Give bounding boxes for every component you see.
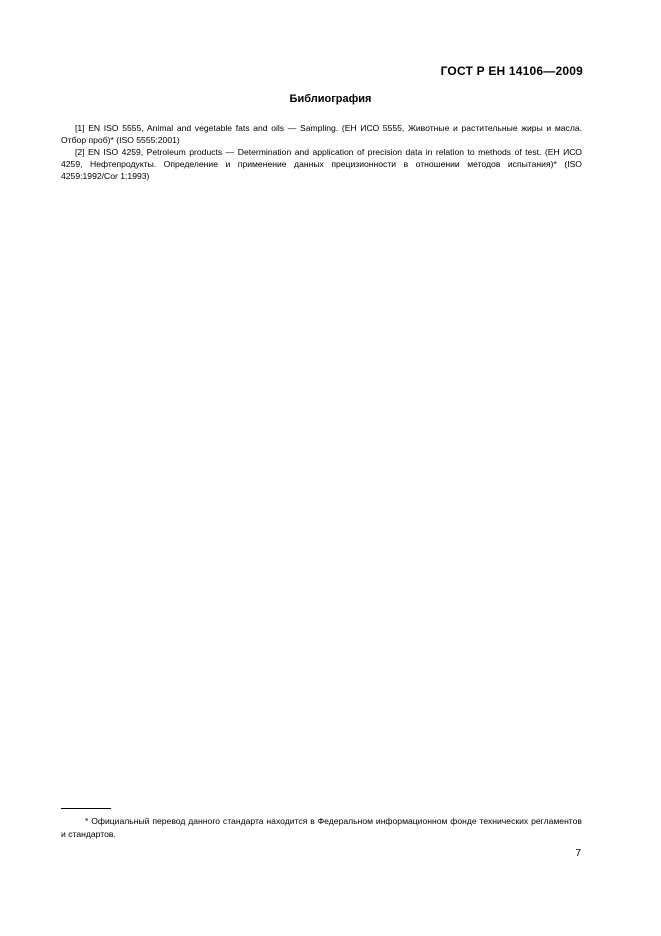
bibliography-entry-2: [2] EN ISO 4259, Petroleum products — Determination and application of precision data in relation to methods of test. (ЕН ИСО 4259, Нефтепродукты. Определение и применение данных прецизионности в отношении методов испытания)* (ISO 4259:1992/Cor 1:1993) [61, 147, 582, 181]
footnote-separator [61, 808, 111, 809]
bibliography-entry-1: [1] EN ISO 5555, Animal and vegetable fats and oils — Sampling. (ЕН ИСО 5555, Животные и растительные жиры и масла. Отбор проб)* (ISO 5555:2001) [61, 123, 582, 145]
bibliography-list [61, 122, 582, 182]
footnote [61, 815, 582, 841]
document-code: ГОСТ Р ЕН 14106—2009 [440, 64, 583, 78]
page-number: 7 [575, 848, 581, 859]
bibliography-title: Библиография [289, 93, 372, 105]
footnote-text: * Официальный перевод данного стандарта находится в Федеральном информационном фонде технических регламентов и стандартов. [61, 816, 582, 839]
